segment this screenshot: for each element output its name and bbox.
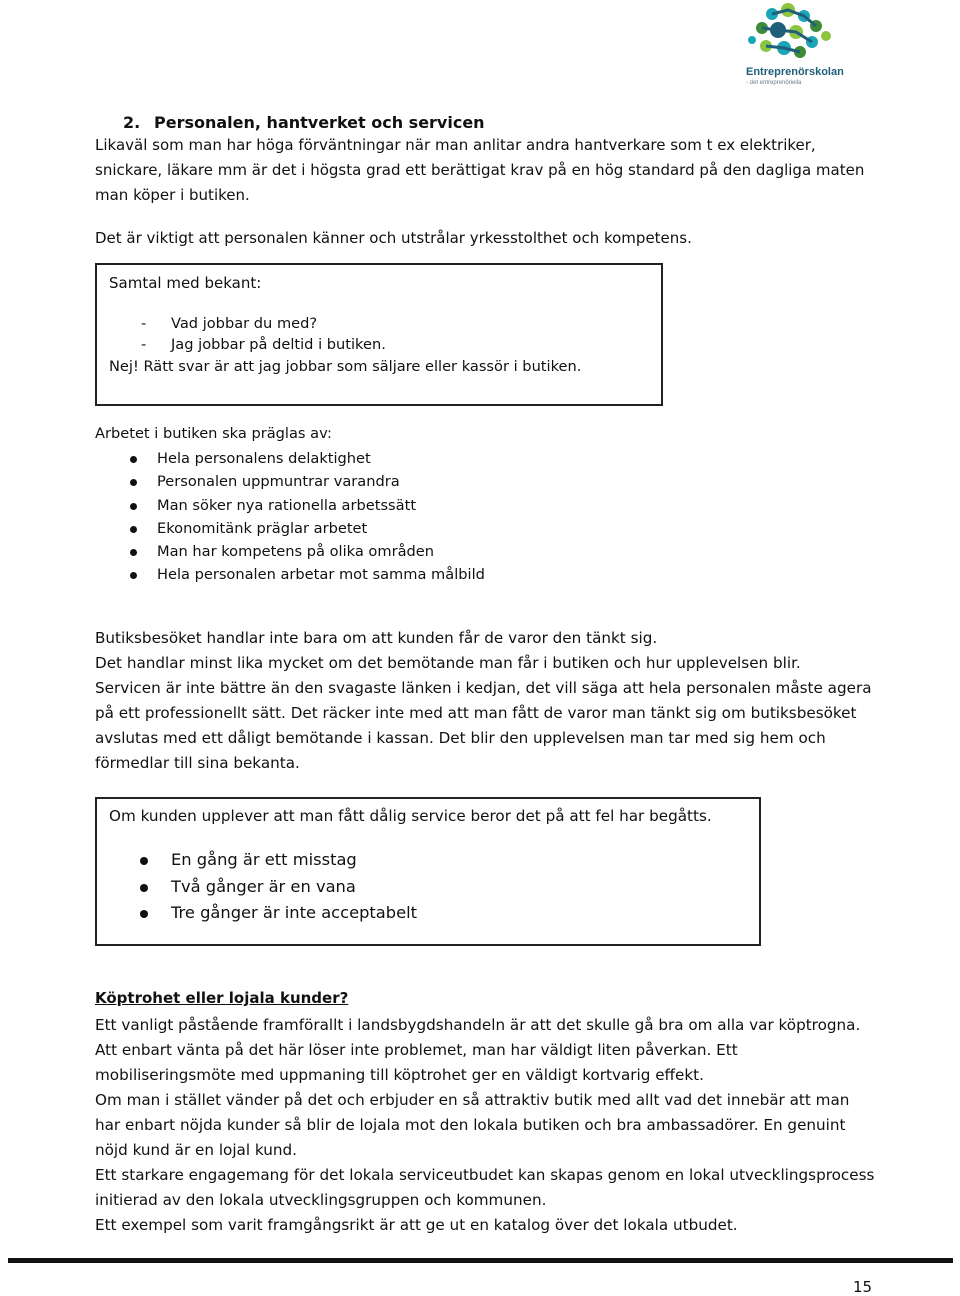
footer-divider bbox=[8, 1258, 953, 1263]
conversation-answer: Nej! Rätt svar är att jag jobbar som säljare eller kassör i butiken. bbox=[109, 358, 582, 375]
dash-marker: - bbox=[141, 336, 147, 353]
section-heading bbox=[123, 113, 485, 132]
section-title: Personalen, hantverket och servicen bbox=[154, 113, 485, 132]
list-item: En gång är ett misstag bbox=[140, 847, 417, 874]
work-intro: Arbetet i butiken ska präglas av: bbox=[95, 425, 332, 442]
loyalty-line: Ett starkare engagemang för det lokala serviceutbudet kan skapas genom en lokal utvecklingsprocess bbox=[95, 1166, 875, 1184]
list-item: Personalen uppmuntrar varandra bbox=[130, 470, 830, 493]
work-bullet-list bbox=[130, 447, 830, 587]
list-item: Man söker nya rationella arbetssätt bbox=[130, 494, 830, 517]
service-bullet-list bbox=[140, 847, 417, 927]
conversation-box bbox=[95, 263, 663, 406]
list-item: Man har kompetens på olika områden bbox=[130, 540, 830, 563]
intro-line: snickare, läkare mm är det i högsta grad ett berättigat krav på en hög standard på den dagliga maten bbox=[95, 161, 865, 179]
logo-name: Entreprenörskolan bbox=[746, 66, 844, 78]
visit-line: Servicen är inte bättre än den svagaste länken i kedjan, det vill säga att hela personalen måste agera bbox=[95, 679, 872, 697]
pride-paragraph: Det är viktigt att personalen känner och utstrålar yrkesstolthet och kompetens. bbox=[95, 229, 692, 247]
intro-line: man köper i butiken. bbox=[95, 186, 250, 204]
visit-line: förmedlar till sina bekanta. bbox=[95, 754, 300, 772]
visit-line: Det handlar minst lika mycket om det bemötande man får i butiken och hur upplevelsen blir. bbox=[95, 654, 801, 672]
loyalty-line: Om man i stället vänder på det och erbjuder en så attraktiv butik med allt vad det innebär att man bbox=[95, 1091, 850, 1109]
list-item: Ekonomitänk präglar arbetet bbox=[130, 517, 830, 540]
conversation-item-text: Vad jobbar du med? bbox=[171, 315, 318, 332]
conversation-item bbox=[141, 336, 386, 353]
visit-line: på ett professionellt sätt. Det räcker inte med att man fått de varor man tänkt sig om butiksbesöket bbox=[95, 704, 857, 722]
list-item: Två gånger är en vana bbox=[140, 874, 417, 901]
loyalty-line: har enbart nöjda kunder så blir de lojala mot den lokala butiken och bra ambassadörer. En genuint bbox=[95, 1116, 846, 1134]
loyalty-line: Att enbart vänta på det här löser inte problemet, man har väldigt liten påverkan. Ett bbox=[95, 1041, 738, 1059]
service-box-title: Om kunden upplever att man fått dålig service beror det på att fel har begåtts. bbox=[109, 807, 712, 825]
visit-line: avslutas med ett dåligt bemötande i kassan. Det blir den upplevelsen man tar med sig hem och bbox=[95, 729, 826, 747]
loyalty-line: mobiliseringsmöte med uppmaning till köptrohet ger en väldigt kortvarig effekt. bbox=[95, 1066, 704, 1084]
loyalty-heading: Köptrohet eller lojala kunder? bbox=[95, 989, 349, 1007]
entreprenorskolan-logo bbox=[742, 2, 852, 90]
list-item: Hela personalen arbetar mot samma målbild bbox=[130, 563, 830, 586]
page-number: 15 bbox=[853, 1278, 873, 1296]
list-item: Hela personalens delaktighet bbox=[130, 447, 830, 470]
intro-line: Likaväl som man har höga förväntningar när man anlitar andra hantverkare som t ex elektriker, bbox=[95, 136, 816, 154]
visit-line: Butiksbesöket handlar inte bara om att kunden får de varor den tänkt sig. bbox=[95, 629, 658, 647]
loyalty-line: nöjd kund är en lojal kund. bbox=[95, 1141, 297, 1159]
loyalty-line: initierad av den lokala utvecklingsgruppen och kommunen. bbox=[95, 1191, 547, 1209]
list-item: Tre gånger är inte acceptabelt bbox=[140, 900, 417, 927]
conversation-item bbox=[141, 315, 317, 332]
dash-marker: - bbox=[141, 315, 147, 332]
loyalty-line: Ett exempel som varit framgångsrikt är att ge ut en katalog över det lokala utbudet. bbox=[95, 1216, 738, 1234]
loyalty-line: Ett vanligt påstående framförallt i landsbygdshandeln är att det skulle gå bra om alla var köptrogna. bbox=[95, 1016, 861, 1034]
visit-paragraph bbox=[95, 626, 885, 776]
intro-paragraph bbox=[95, 133, 885, 208]
loyalty-paragraph bbox=[95, 1013, 885, 1238]
conversation-title: Samtal med bekant: bbox=[109, 274, 262, 292]
logo-mark-icon bbox=[742, 2, 852, 66]
conversation-item-text: Jag jobbar på deltid i butiken. bbox=[171, 336, 386, 353]
section-number: 2. bbox=[123, 113, 141, 132]
logo-tagline: - det entreprenöriella bbox=[746, 80, 802, 86]
